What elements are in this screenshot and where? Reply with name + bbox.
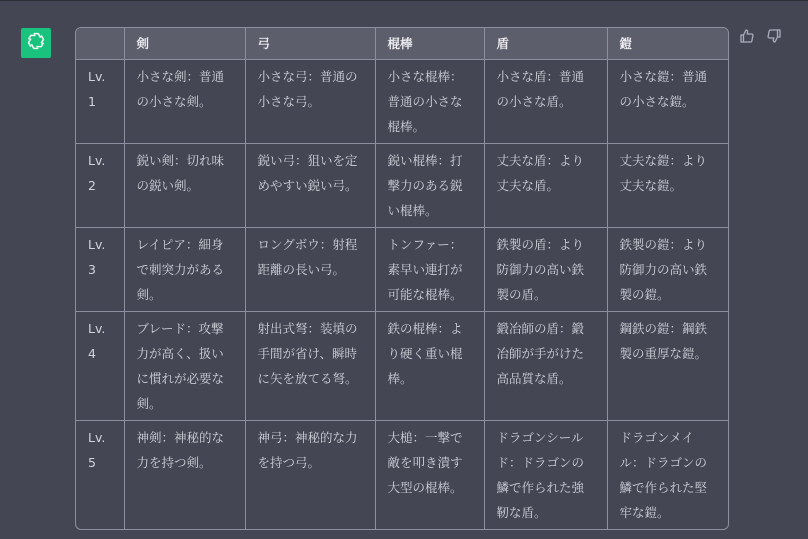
- level-cell: Lv.5: [76, 421, 124, 530]
- equipment-table: [75, 27, 729, 530]
- table-cell: 鍛冶師の盾：鍛冶師が手がけた高品質な盾。: [484, 312, 607, 421]
- table-cell: 丈夫な盾：より丈夫な盾。: [484, 144, 607, 228]
- table-cell: 射出式弩：装填の手間が省け、瞬時に矢を放てる弩。: [245, 312, 375, 421]
- top-divider: [0, 0, 808, 1]
- table-cell: 鋭い棍棒：打撃力のある鋭い棍棒。: [375, 144, 484, 228]
- table-cell: 神剣：神秘的な力を持つ剣。: [124, 421, 245, 530]
- table-row: [76, 421, 728, 530]
- thumbs-down-icon: [766, 28, 782, 48]
- table-cell: 大槌：一撃で敵を叩き潰す大型の棍棒。: [375, 421, 484, 530]
- table-cell: 小さな弓：普通の小さな弓。: [245, 60, 375, 144]
- table-cell: 神弓：神秘的な力を持つ弓。: [245, 421, 375, 530]
- thumbs-up-icon: [739, 28, 755, 48]
- header-cell-level: [76, 28, 124, 60]
- table-cell: 鋭い弓：狙いを定めやすい鋭い弓。: [245, 144, 375, 228]
- table-row: [76, 60, 728, 144]
- thumbs-up-button[interactable]: [739, 30, 755, 46]
- table-row: [76, 312, 728, 421]
- table-cell: 小さな剣：普通の小さな剣。: [124, 60, 245, 144]
- level-cell: Lv.3: [76, 228, 124, 312]
- table-cell: ブレード：攻撃力が高く、扱いに慣れが必要な剣。: [124, 312, 245, 421]
- level-cell: Lv.1: [76, 60, 124, 144]
- openai-logo-icon: [25, 30, 47, 56]
- table-cell: 鋼鉄の鎧：鋼鉄製の重厚な鎧。: [607, 312, 728, 421]
- level-cell: Lv.2: [76, 144, 124, 228]
- table-row: [76, 144, 728, 228]
- assistant-avatar: [21, 28, 51, 58]
- table-cell: 小さな鎧：普通の小さな鎧。: [607, 60, 728, 144]
- table-cell: ドラゴンメイル：ドラゴンの鱗で作られた堅牢な鎧。: [607, 421, 728, 530]
- header-cell-club: 棍棒: [375, 28, 484, 60]
- table-cell: 小さな盾：普通の小さな盾。: [484, 60, 607, 144]
- table-cell: ロングボウ：射程距離の長い弓。: [245, 228, 375, 312]
- table-cell: トンファー：素早い連打が可能な棍棒。: [375, 228, 484, 312]
- table-cell: 鉄の棍棒：より硬く重い棍棒。: [375, 312, 484, 421]
- table-cell: 鉄製の鎧：より防御力の高い鉄製の鎧。: [607, 228, 728, 312]
- table-cell: 丈夫な鎧：より丈夫な鎧。: [607, 144, 728, 228]
- header-cell-sword: 剣: [124, 28, 245, 60]
- header-cell-bow: 弓: [245, 28, 375, 60]
- table-row: [76, 228, 728, 312]
- header-cell-armor: 鎧: [607, 28, 728, 60]
- thumbs-down-button[interactable]: [766, 30, 782, 46]
- table-cell: 鋭い剣：切れ味の鋭い剣。: [124, 144, 245, 228]
- table-header-row: [76, 28, 728, 60]
- feedback-buttons: [739, 30, 782, 46]
- table-cell: レイピア：細身で刺突力がある剣。: [124, 228, 245, 312]
- level-cell: Lv.4: [76, 312, 124, 421]
- table-cell: 小さな棍棒：普通の小さな棍棒。: [375, 60, 484, 144]
- table-cell: ドラゴンシールド：ドラゴンの鱗で作られた強靭な盾。: [484, 421, 607, 530]
- table-cell: 鉄製の盾：より防御力の高い鉄製の盾。: [484, 228, 607, 312]
- header-cell-shield: 盾: [484, 28, 607, 60]
